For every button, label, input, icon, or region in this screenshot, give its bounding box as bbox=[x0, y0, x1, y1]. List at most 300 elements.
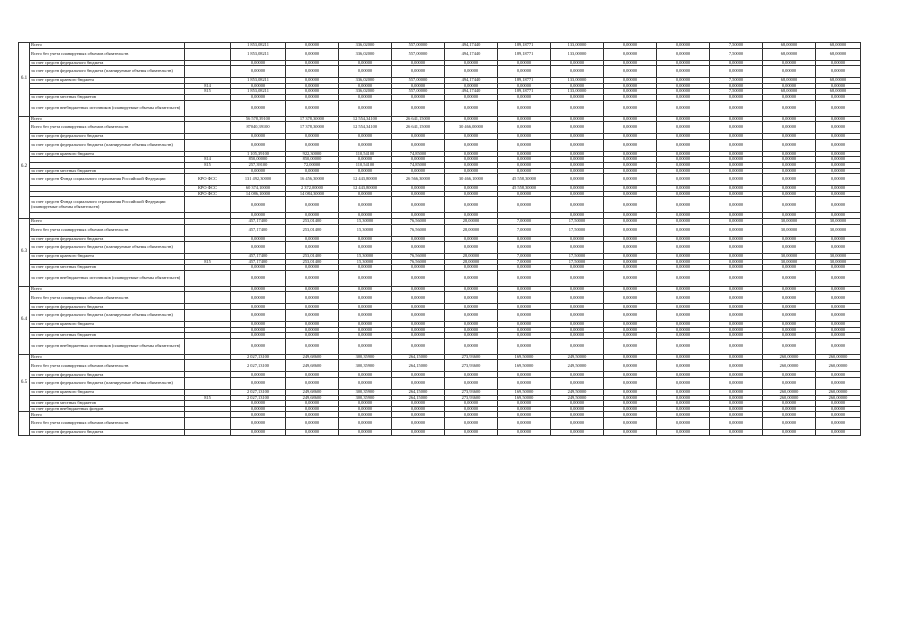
amount-cell: 0,00000 bbox=[604, 265, 657, 271]
budget-code: КРО ФСС bbox=[185, 191, 231, 197]
amount-cell: 457,17400 bbox=[231, 224, 286, 236]
amount-cell: 0,00000 bbox=[710, 304, 763, 310]
amount-cell: 169,50000 bbox=[498, 360, 551, 372]
amount-cell: 0,00000 bbox=[286, 168, 339, 174]
amount-cell: 189,18771 bbox=[498, 43, 551, 49]
amount-cell: 0,00000 bbox=[392, 213, 445, 219]
amount-cell: 0,00000 bbox=[339, 333, 392, 339]
amount-cell: 0,00000 bbox=[604, 139, 657, 151]
amount-cell: 0,00000 bbox=[445, 401, 498, 407]
amount-cell: 0,00000 bbox=[604, 390, 657, 396]
amount-cell: 0,00000 bbox=[339, 406, 392, 412]
amount-cell: 7,50000 bbox=[710, 78, 763, 84]
amount-cell: 0,00000 bbox=[657, 304, 710, 310]
amount-cell: 0,00000 bbox=[231, 310, 286, 322]
row-label: Всего без учета планируемых объемов обязательств bbox=[30, 122, 185, 134]
amount-cell: 0,00000 bbox=[710, 122, 763, 134]
amount-cell: 30 466,00000 bbox=[445, 122, 498, 134]
amount-cell: 0,00000 bbox=[498, 83, 551, 89]
amount-cell: 0,00000 bbox=[339, 100, 392, 116]
amount-cell: 0,00000 bbox=[710, 186, 763, 192]
amount-cell: 0,00000 bbox=[231, 327, 286, 333]
row-label: за счет средств федерального бюджета (планируемые объемы обязательств) bbox=[30, 242, 185, 254]
amount-cell: 494,17440 bbox=[445, 48, 498, 60]
amount-cell: 0,00000 bbox=[763, 94, 816, 100]
amount-cell: 850,00000 bbox=[231, 157, 286, 163]
row-label: за счет средств краевого бюджета bbox=[30, 254, 185, 260]
amount-cell: 1 853,08211 bbox=[231, 43, 286, 49]
amount-cell: 0,00000 bbox=[816, 418, 861, 430]
amount-cell: 2 027,13100 bbox=[231, 395, 286, 401]
amount-cell: 0,00000 bbox=[231, 292, 286, 304]
row-label: за счет средств местных бюджетов bbox=[30, 168, 185, 174]
amount-cell: 0,00000 bbox=[445, 286, 498, 292]
amount-cell: 260,00000 bbox=[816, 390, 861, 396]
amount-cell: 0,00000 bbox=[816, 94, 861, 100]
amount-cell: 0,00000 bbox=[231, 401, 286, 407]
amount-cell: 0,00000 bbox=[392, 157, 445, 163]
amount-cell: 0,00000 bbox=[604, 197, 657, 213]
amount-cell: 0,00000 bbox=[604, 372, 657, 378]
amount-cell: 457,17400 bbox=[231, 259, 286, 265]
amount-cell: 0,00000 bbox=[339, 157, 392, 163]
amount-cell: 0,00000 bbox=[657, 191, 710, 197]
amount-cell: 76,56000 bbox=[392, 224, 445, 236]
amount-cell: 0,00000 bbox=[392, 292, 445, 304]
amount-cell: 0,00000 bbox=[445, 139, 498, 151]
row-label: за счет средств краевого бюджета bbox=[30, 78, 185, 84]
amount-cell: 0,00000 bbox=[445, 213, 498, 219]
amount-cell: 0,00000 bbox=[498, 310, 551, 322]
amount-cell: 0,00000 bbox=[286, 242, 339, 254]
budget-code bbox=[185, 418, 231, 430]
amount-cell: 249,50000 bbox=[551, 354, 604, 360]
amount-cell: 0,00000 bbox=[339, 372, 392, 378]
amount-cell: 0,00000 bbox=[498, 60, 551, 66]
amount-cell: 0,00000 bbox=[339, 213, 392, 219]
amount-cell: 0,00000 bbox=[710, 401, 763, 407]
amount-cell: 0,00000 bbox=[604, 292, 657, 304]
amount-cell: 0,00000 bbox=[710, 162, 763, 168]
amount-cell: 0,00000 bbox=[339, 265, 392, 271]
amount-cell: 0,00000 bbox=[286, 418, 339, 430]
amount-cell: 0,00000 bbox=[763, 83, 816, 89]
amount-cell: 0,00000 bbox=[657, 418, 710, 430]
amount-cell: 0,00000 bbox=[657, 378, 710, 390]
row-label: за счет средств местных бюджетов bbox=[30, 265, 185, 271]
row-label: за счет средств местных бюджетов bbox=[30, 333, 185, 339]
amount-cell: 74,85000 bbox=[392, 162, 445, 168]
amount-cell: 0,00000 bbox=[763, 242, 816, 254]
amount-cell: 0,00000 bbox=[498, 418, 551, 430]
amount-cell: 0,00000 bbox=[604, 304, 657, 310]
amount-cell: 0,00000 bbox=[339, 242, 392, 254]
amount-cell: 0,00000 bbox=[816, 191, 861, 197]
row-label: за счет средств федерального бюджета bbox=[30, 430, 185, 436]
amount-cell: 0,00000 bbox=[551, 100, 604, 116]
amount-cell: 0,00000 bbox=[551, 333, 604, 339]
amount-cell: 30,00000 bbox=[763, 218, 816, 224]
amount-cell: 0,00000 bbox=[710, 157, 763, 163]
amount-cell: 0,00000 bbox=[816, 186, 861, 192]
amount-cell: 0,00000 bbox=[286, 89, 339, 95]
table-body bbox=[19, 43, 861, 436]
amount-cell: 0,00000 bbox=[286, 292, 339, 304]
amount-cell: 300,35900 bbox=[339, 354, 392, 360]
row-label: за счет средств внебюджетных источников (планируемые объемы обязательств) bbox=[30, 100, 185, 116]
amount-cell: 133,00000 bbox=[551, 78, 604, 84]
amount-cell: 0,00000 bbox=[445, 116, 498, 122]
amount-cell: 0,00000 bbox=[231, 83, 286, 89]
row-label: Всего bbox=[30, 286, 185, 292]
amount-cell: 0,00000 bbox=[816, 378, 861, 390]
amount-cell: 0,00000 bbox=[286, 286, 339, 292]
amount-cell: 0,00000 bbox=[604, 242, 657, 254]
amount-cell: 7,00000 bbox=[498, 224, 551, 236]
amount-cell: 249,68600 bbox=[286, 360, 339, 372]
amount-cell: 0,00000 bbox=[445, 338, 498, 354]
amount-cell: 0,00000 bbox=[816, 270, 861, 286]
table-row bbox=[19, 360, 861, 372]
amount-cell: 0,00000 bbox=[551, 213, 604, 219]
amount-cell: 0,00000 bbox=[286, 78, 339, 84]
amount-cell: 0,00000 bbox=[498, 191, 551, 197]
amount-cell: 87040,39100 bbox=[231, 122, 286, 134]
amount-cell: 0,00000 bbox=[816, 139, 861, 151]
amount-cell: 0,00000 bbox=[339, 94, 392, 100]
amount-cell: 0,00000 bbox=[763, 60, 816, 66]
amount-cell: 26 641,15000 bbox=[392, 122, 445, 134]
budget-code: 814 bbox=[185, 157, 231, 163]
amount-cell: 0,00000 bbox=[763, 66, 816, 78]
amount-cell: 0,00000 bbox=[498, 406, 551, 412]
amount-cell: 0,00000 bbox=[657, 390, 710, 396]
amount-cell: 0,00000 bbox=[498, 236, 551, 242]
amount-cell: 16 456,30000 bbox=[286, 174, 339, 186]
amount-cell: 253,01400 bbox=[286, 259, 339, 265]
amount-cell: 12 443,80000 bbox=[339, 186, 392, 192]
amount-cell: 0,00000 bbox=[392, 430, 445, 436]
amount-cell: 0,00000 bbox=[816, 213, 861, 219]
amount-cell: 0,00000 bbox=[604, 94, 657, 100]
row-label: за счет средств внебюджетных источников (планируемые объемы обязательств) bbox=[30, 338, 185, 354]
amount-cell: 0,00000 bbox=[231, 430, 286, 436]
amount-cell: 0,00000 bbox=[604, 418, 657, 430]
amount-cell: 0,00000 bbox=[445, 186, 498, 192]
amount-cell: 0,00000 bbox=[604, 270, 657, 286]
amount-cell: 0,00000 bbox=[604, 395, 657, 401]
table-row bbox=[19, 122, 861, 134]
amount-cell: 0,00000 bbox=[286, 213, 339, 219]
amount-cell: 0,00000 bbox=[816, 333, 861, 339]
amount-cell: 45 558,30000 bbox=[498, 174, 551, 186]
budget-code bbox=[185, 310, 231, 322]
amount-cell: 0,00000 bbox=[445, 242, 498, 254]
amount-cell: 0,00000 bbox=[763, 139, 816, 151]
table-row bbox=[19, 310, 861, 322]
amount-cell: 0,00000 bbox=[816, 116, 861, 122]
amount-cell: 0,00000 bbox=[551, 162, 604, 168]
amount-cell: 0,00000 bbox=[392, 406, 445, 412]
amount-cell: 0,00000 bbox=[392, 236, 445, 242]
amount-cell: 0,00000 bbox=[231, 322, 286, 328]
amount-cell: 74,85000 bbox=[392, 151, 445, 157]
amount-cell: 0,00000 bbox=[392, 378, 445, 390]
amount-cell: 28,00000 bbox=[445, 259, 498, 265]
row-label: Всего bbox=[30, 412, 185, 418]
amount-cell: 2 027,13100 bbox=[231, 390, 286, 396]
amount-cell: 1 853,08211 bbox=[231, 78, 286, 84]
amount-cell: 0,00000 bbox=[286, 430, 339, 436]
amount-cell: 0,00000 bbox=[816, 310, 861, 322]
row-label: Всего без учета планируемых объемов обязательств bbox=[30, 360, 185, 372]
amount-cell: 0,00000 bbox=[551, 286, 604, 292]
amount-cell: 0,00000 bbox=[392, 83, 445, 89]
amount-cell: 0,00000 bbox=[816, 292, 861, 304]
amount-cell: 0,00000 bbox=[551, 94, 604, 100]
amount-cell: 0,00000 bbox=[604, 322, 657, 328]
amount-cell: 0,00000 bbox=[498, 372, 551, 378]
amount-cell: 0,00000 bbox=[710, 395, 763, 401]
amount-cell: 0,00000 bbox=[339, 134, 392, 140]
amount-cell: 253,01400 bbox=[286, 218, 339, 224]
amount-cell: 0,00000 bbox=[231, 100, 286, 116]
row-label: за счет средств федерального бюджета bbox=[30, 372, 185, 378]
amount-cell: 30,00000 bbox=[763, 254, 816, 260]
amount-cell: 0,00000 bbox=[551, 66, 604, 78]
amount-cell: 0,00000 bbox=[763, 186, 816, 192]
amount-cell: 0,00000 bbox=[392, 418, 445, 430]
amount-cell: 0,00000 bbox=[445, 333, 498, 339]
row-label: Всего без учета планируемых объемов обязательств bbox=[30, 224, 185, 236]
amount-cell: 0,00000 bbox=[763, 412, 816, 418]
amount-cell: 0,00000 bbox=[551, 292, 604, 304]
table-row bbox=[19, 338, 861, 354]
amount-cell: 0,00000 bbox=[657, 236, 710, 242]
amount-cell: 264,15000 bbox=[392, 354, 445, 360]
amount-cell: 0,00000 bbox=[339, 418, 392, 430]
amount-cell: 0,00000 bbox=[604, 401, 657, 407]
amount-cell: 0,00000 bbox=[339, 236, 392, 242]
amount-cell: 0,00000 bbox=[710, 236, 763, 242]
row-label: Всего bbox=[30, 218, 185, 224]
amount-cell: 2 372,00000 bbox=[286, 186, 339, 192]
amount-cell: 0,00000 bbox=[763, 157, 816, 163]
amount-cell: 0,00000 bbox=[551, 122, 604, 134]
amount-cell: 0,00000 bbox=[286, 378, 339, 390]
amount-cell: 0,00000 bbox=[604, 338, 657, 354]
amount-cell: 0,00000 bbox=[657, 168, 710, 174]
amount-cell: 0,00000 bbox=[339, 310, 392, 322]
amount-cell: 133,00000 bbox=[551, 89, 604, 95]
amount-cell: 0,00000 bbox=[657, 242, 710, 254]
amount-cell: 0,00000 bbox=[604, 100, 657, 116]
amount-cell: 0,00000 bbox=[498, 66, 551, 78]
amount-cell: 30,00000 bbox=[816, 224, 861, 236]
amount-cell: 0,00000 bbox=[657, 60, 710, 66]
amount-cell: 0,00000 bbox=[657, 83, 710, 89]
amount-cell: 0,00000 bbox=[551, 242, 604, 254]
row-label: за счет средств федерального бюджета (планируемые объемы обязательств) bbox=[30, 66, 185, 78]
amount-cell: 2 027,13100 bbox=[231, 354, 286, 360]
amount-cell: 0,00000 bbox=[286, 94, 339, 100]
amount-cell: 0,00000 bbox=[604, 360, 657, 372]
amount-cell: 0,00000 bbox=[392, 265, 445, 271]
amount-cell: 0,00000 bbox=[339, 286, 392, 292]
amount-cell: 0,00000 bbox=[445, 94, 498, 100]
amount-cell: 28,00000 bbox=[445, 254, 498, 260]
amount-cell: 0,00000 bbox=[710, 338, 763, 354]
amount-cell: 0,00000 bbox=[551, 139, 604, 151]
amount-cell: 336,02000 bbox=[339, 48, 392, 60]
amount-cell: 0,00000 bbox=[763, 372, 816, 378]
amount-cell: 264,15000 bbox=[392, 395, 445, 401]
amount-cell: 0,00000 bbox=[445, 191, 498, 197]
amount-cell: 0,00000 bbox=[710, 242, 763, 254]
amount-cell: 17 378,30000 bbox=[286, 116, 339, 122]
amount-cell: 0,00000 bbox=[816, 304, 861, 310]
amount-cell: 0,00000 bbox=[816, 327, 861, 333]
amount-cell: 249,50000 bbox=[551, 395, 604, 401]
amount-cell: 0,00000 bbox=[816, 412, 861, 418]
amount-cell: 0,00000 bbox=[551, 401, 604, 407]
amount-cell: 0,00000 bbox=[498, 100, 551, 116]
amount-cell: 7,50000 bbox=[710, 43, 763, 49]
budget-code: 815 bbox=[185, 89, 231, 95]
amount-cell: 0,00000 bbox=[604, 43, 657, 49]
amount-cell: 300,35900 bbox=[339, 360, 392, 372]
amount-cell: 0,00000 bbox=[816, 162, 861, 168]
amount-cell: 0,00000 bbox=[710, 191, 763, 197]
amount-cell: 0,00000 bbox=[657, 78, 710, 84]
amount-cell: 0,00000 bbox=[710, 333, 763, 339]
amount-cell: 0,00000 bbox=[816, 134, 861, 140]
amount-cell: 0,00000 bbox=[498, 327, 551, 333]
amount-cell: 0,00000 bbox=[551, 304, 604, 310]
amount-cell: 68,00000 bbox=[763, 48, 816, 60]
amount-cell: 0,00000 bbox=[551, 186, 604, 192]
amount-cell: 0,00000 bbox=[551, 418, 604, 430]
amount-cell: 260,00000 bbox=[763, 354, 816, 360]
amount-cell: 0,00000 bbox=[286, 265, 339, 271]
amount-cell: 336,02000 bbox=[339, 89, 392, 95]
amount-cell: 28,00000 bbox=[445, 224, 498, 236]
amount-cell: 0,00000 bbox=[710, 94, 763, 100]
amount-cell: 0,00000 bbox=[710, 270, 763, 286]
amount-cell: 0,00000 bbox=[231, 338, 286, 354]
amount-cell: 0,00000 bbox=[710, 254, 763, 260]
amount-cell: 0,00000 bbox=[816, 83, 861, 89]
amount-cell: 0,00000 bbox=[710, 390, 763, 396]
amount-cell: 0,00000 bbox=[231, 60, 286, 66]
amount-cell: 0,00000 bbox=[763, 236, 816, 242]
amount-cell: 0,00000 bbox=[392, 242, 445, 254]
amount-cell: 0,00000 bbox=[286, 43, 339, 49]
amount-cell: 0,00000 bbox=[339, 292, 392, 304]
amount-cell: 0,00000 bbox=[551, 60, 604, 66]
amount-cell: 0,00000 bbox=[498, 412, 551, 418]
amount-cell: 68,00000 bbox=[763, 43, 816, 49]
amount-cell: 189,18771 bbox=[498, 48, 551, 60]
row-label: Всего без учета планируемых объемов обязательств bbox=[30, 48, 185, 60]
amount-cell: 0,00000 bbox=[710, 224, 763, 236]
row-label: за счет средств краевого бюджета bbox=[30, 151, 185, 157]
amount-cell: 0,00000 bbox=[445, 304, 498, 310]
amount-cell: 0,00000 bbox=[710, 372, 763, 378]
amount-cell: 0,00000 bbox=[551, 236, 604, 242]
amount-cell: 0,00000 bbox=[657, 406, 710, 412]
amount-cell: 0,00000 bbox=[763, 338, 816, 354]
amount-cell: 0,00000 bbox=[604, 430, 657, 436]
amount-cell: 0,00000 bbox=[710, 100, 763, 116]
amount-cell: 0,00000 bbox=[604, 191, 657, 197]
amount-cell: 0,00000 bbox=[231, 378, 286, 390]
amount-cell: 0,00000 bbox=[710, 292, 763, 304]
amount-cell: 7,00000 bbox=[498, 254, 551, 260]
amount-cell: 1 853,08211 bbox=[231, 89, 286, 95]
amount-cell: 0,00000 bbox=[339, 322, 392, 328]
amount-cell: 0,00000 bbox=[392, 191, 445, 197]
amount-cell: 0,00000 bbox=[710, 378, 763, 390]
amount-cell: 0,00000 bbox=[657, 412, 710, 418]
amount-cell: 557,00000 bbox=[392, 89, 445, 95]
amount-cell: 336,02000 bbox=[339, 43, 392, 49]
amount-cell: 0,00000 bbox=[445, 418, 498, 430]
amount-cell: 0,00000 bbox=[445, 66, 498, 78]
amount-cell: 7,00000 bbox=[498, 259, 551, 265]
amount-cell: 0,00000 bbox=[286, 304, 339, 310]
amount-cell: 68,00000 bbox=[763, 89, 816, 95]
amount-cell: 0,00000 bbox=[604, 162, 657, 168]
amount-cell: 0,00000 bbox=[445, 372, 498, 378]
amount-cell: 0,00000 bbox=[392, 139, 445, 151]
amount-cell: 0,00000 bbox=[445, 322, 498, 328]
budget-code bbox=[185, 430, 231, 436]
amount-cell: 0,00000 bbox=[604, 48, 657, 60]
amount-cell: 494,17440 bbox=[445, 89, 498, 95]
amount-cell: 0,00000 bbox=[763, 304, 816, 310]
amount-cell: 0,00000 bbox=[657, 270, 710, 286]
amount-cell: 0,00000 bbox=[816, 168, 861, 174]
amount-cell: 249,68600 bbox=[286, 395, 339, 401]
amount-cell: 0,00000 bbox=[392, 100, 445, 116]
amount-cell: 110,54100 bbox=[339, 162, 392, 168]
amount-cell: 0,00000 bbox=[657, 360, 710, 372]
amount-cell: 0,00000 bbox=[339, 191, 392, 197]
amount-cell: 0,00000 bbox=[445, 162, 498, 168]
amount-cell: 0,00000 bbox=[657, 186, 710, 192]
amount-cell: 0,00000 bbox=[445, 168, 498, 174]
amount-cell: 0,00000 bbox=[604, 224, 657, 236]
amount-cell: 260,00000 bbox=[763, 360, 816, 372]
amount-cell: 0,00000 bbox=[657, 213, 710, 219]
amount-cell: 0,00000 bbox=[657, 265, 710, 271]
amount-cell: 0,00000 bbox=[763, 116, 816, 122]
amount-cell: 0,00000 bbox=[763, 100, 816, 116]
amount-cell: 0,00000 bbox=[231, 134, 286, 140]
amount-cell: 0,00000 bbox=[763, 151, 816, 157]
amount-cell: 0,00000 bbox=[657, 333, 710, 339]
amount-cell: 0,00000 bbox=[657, 157, 710, 163]
amount-cell: 0,00000 bbox=[710, 134, 763, 140]
amount-cell: 0,00000 bbox=[445, 60, 498, 66]
amount-cell: 0,00000 bbox=[604, 412, 657, 418]
amount-cell: 0,00000 bbox=[392, 327, 445, 333]
amount-cell: 0,00000 bbox=[339, 430, 392, 436]
amount-cell: 249,50000 bbox=[551, 390, 604, 396]
amount-cell: 0,00000 bbox=[763, 168, 816, 174]
amount-cell: 0,00000 bbox=[604, 213, 657, 219]
